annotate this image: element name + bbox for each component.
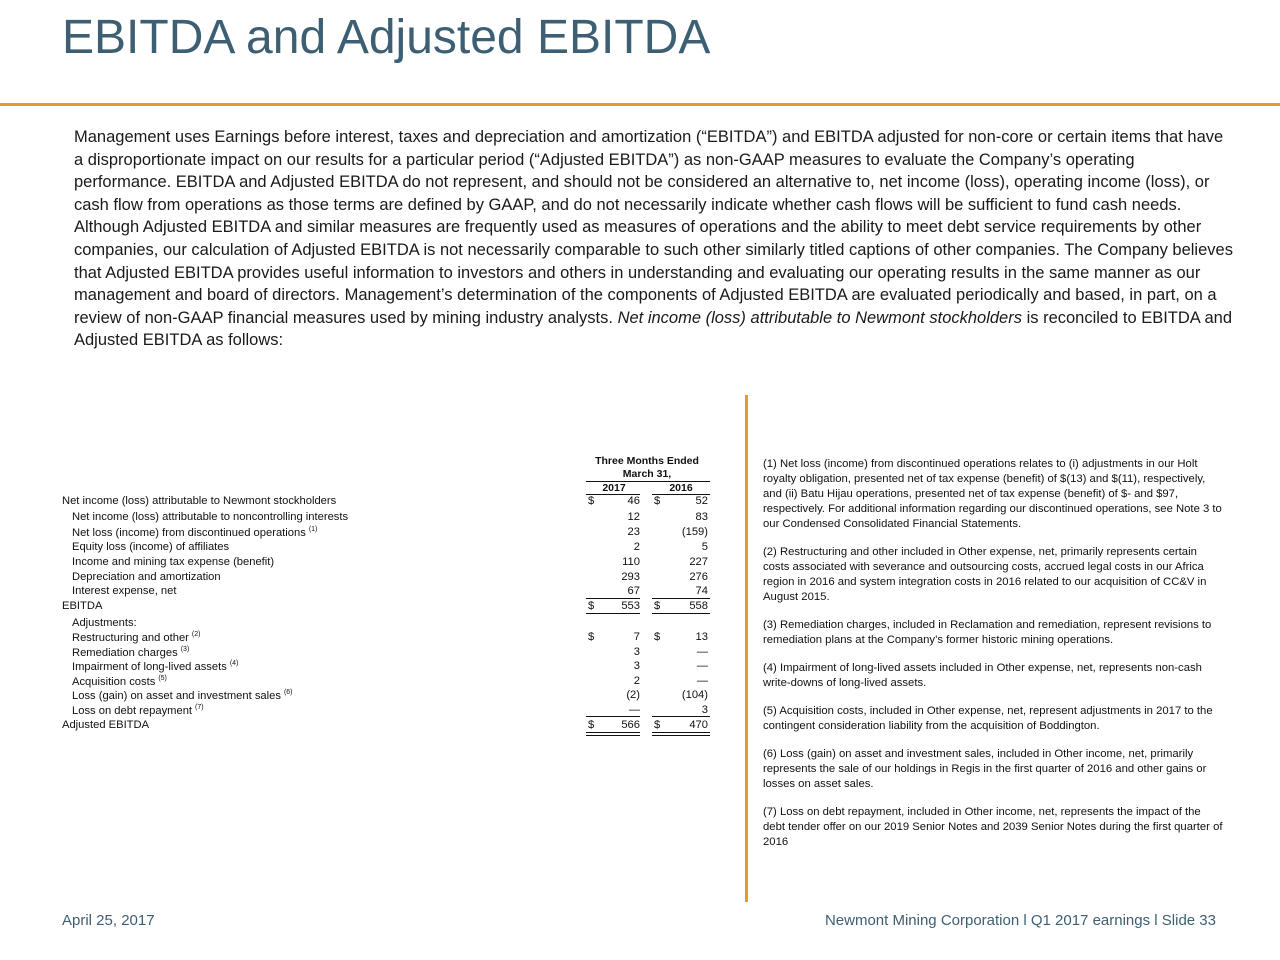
row-label <box>72 556 274 568</box>
value-2017: 12 <box>627 511 640 523</box>
value-2017: 293 <box>621 571 640 583</box>
value-2016: 276 <box>689 571 708 583</box>
value-2017: — <box>628 704 640 716</box>
period-header: Three Months Ended <box>595 455 699 467</box>
value-2017: 2 <box>633 675 640 687</box>
footnote-ref: (2) <box>191 631 201 638</box>
row-label <box>62 719 149 731</box>
value-2017: (2) <box>626 689 640 701</box>
row-label-text: Impairment of long-lived assets <box>72 661 227 673</box>
value-2017: 67 <box>627 585 640 597</box>
column-divider <box>745 395 748 902</box>
row-label <box>72 571 221 583</box>
year-header-2017: 2017 <box>602 482 626 494</box>
value-2017: 46 <box>627 495 640 507</box>
table-row <box>0 511 745 525</box>
rule-2016-total-b <box>652 735 710 736</box>
intro-text: Management uses Earnings before interest, taxes and depreciation and amortization (“EBITDA”) and EBITDA adjusted for non-core or certain items that have a disproportionate impact on our results for a particular period (“Adjusted EBITDA”) as non-GAAP measures to evaluate the Company’s operating performance. EBITDA and Adjusted EBITDA do not represent, and should not be considered an alternative to, net income (loss), operating income (loss), or cash flow from operations as those terms are defined by GAAP, and do not necessarily indicate whether cash flows will be sufficient to fund cash needs. Although Adjusted EBITDA and similar measures are frequently used as measures of operations and the ability to meet debt service requirements by other companies, our calculation of Adjusted EBITDA is not necessarily comparable to such other similarly titled captions of other companies. The Company believes that Adjusted EBITDA provides useful information to investors and others in understanding and evaluating our operating results in the same manner as our management and board of directors. Management’s determination of the components of Adjusted EBITDA are evaluated periodically and based, in part, on a review of non-GAAP financial measures used by mining industry analysts. <box>74 128 1233 327</box>
row-label <box>72 511 348 523</box>
currency-symbol: $ <box>654 719 661 731</box>
row-label-text: Restructuring and other <box>72 632 189 644</box>
value-2017: 566 <box>621 719 640 731</box>
value-2016: 558 <box>689 600 708 612</box>
value-2017: 110 <box>622 556 640 568</box>
table-row <box>0 617 745 631</box>
row-label <box>72 541 229 553</box>
rule-2017-subtotal <box>586 598 640 599</box>
currency-symbol: $ <box>588 495 595 507</box>
footer-source: Newmont Mining Corporation l Q1 2017 earnings l Slide 33 <box>824 912 1216 929</box>
value-2016: 52 <box>695 495 708 507</box>
row-label-text: Interest expense, net <box>72 585 177 597</box>
value-2016: 470 <box>689 719 708 731</box>
row-label-text: Adjusted EBITDA <box>62 719 150 731</box>
rule-2016-total-a <box>652 732 710 733</box>
row-label-text: Net income (loss) attributable to noncontrolling interests <box>72 511 349 523</box>
row-label-text: Loss (gain) on asset and investment sales <box>72 690 281 702</box>
row-label <box>72 617 137 629</box>
table-row <box>0 526 745 540</box>
footnotes <box>763 457 1223 863</box>
footnote-7: (7) Loss on debt repayment, included in Other income, net, represents the impact of the debt tender offer on our 2019 Senior Notes and 2039 Senior Notes during the first quarter of 2016 <box>763 806 1223 848</box>
row-label-text: Income and mining tax expense (benefit) <box>72 556 275 568</box>
currency-symbol: $ <box>588 631 595 643</box>
value-2016: 5 <box>701 541 708 553</box>
value-2016: — <box>696 675 708 687</box>
value-2017: 7 <box>633 631 640 643</box>
rule-2017-total-a <box>586 732 640 733</box>
table-row <box>0 660 745 674</box>
currency-symbol: $ <box>654 600 661 612</box>
value-2016: — <box>696 646 708 658</box>
rule-2016-ebitda <box>652 613 710 614</box>
value-2016: 3 <box>701 704 708 716</box>
currency-symbol: $ <box>588 600 595 612</box>
row-label-text: Acquisition costs <box>72 676 156 688</box>
value-2016: (159) <box>681 526 708 538</box>
footnote-ref: (7) <box>195 704 204 711</box>
currency-symbol: $ <box>588 719 595 731</box>
value-2016: 74 <box>695 585 708 597</box>
table-row <box>0 585 745 599</box>
row-label-text: Net loss (income) from discontinued operations <box>72 527 306 539</box>
rule-2017-total-b <box>586 735 640 736</box>
row-label <box>62 600 102 612</box>
row-label <box>72 585 176 597</box>
value-2017: 3 <box>633 646 640 658</box>
row-label-text: Equity loss (income) of affiliates <box>72 541 230 553</box>
table-row <box>0 719 745 733</box>
footer-date: April 25, 2017 <box>62 912 155 929</box>
rule-2016-subtotal <box>652 598 710 599</box>
value-2016: (104) <box>681 689 708 701</box>
currency-symbol: $ <box>654 495 661 507</box>
footnote-ref: (6) <box>283 689 293 696</box>
rule-2016-adjustments <box>652 716 710 717</box>
row-label-text: Adjustments: <box>72 617 137 629</box>
value-2017: 23 <box>627 526 640 538</box>
footnote-2: (2) Restructuring and other included in Other expense, net, primarily represents certain costs associated with severance and outsourcing costs, accrued legal costs in our Africa region in 2016 and system integration costs in 2016 related to our acquisition of CC&V in August 2015. <box>763 546 1207 603</box>
footnote-6: (6) Loss (gain) on asset and investment sales, included in Other income, net, primarily represents the sale of our holdings in Regis in the first quarter of 2016 and other gains or losses on asset sales. <box>763 748 1207 790</box>
intro-text-end: is reconciled to EBITDA and Adjusted EBITDA as follows: <box>74 308 1233 350</box>
row-label-text: Net income (loss) attributable to Newmont stockholders <box>62 495 337 507</box>
value-2017: 553 <box>621 600 640 612</box>
table-row <box>0 675 745 689</box>
footnote-ref: (3) <box>180 646 190 653</box>
row-label-text: Depreciation and amortization <box>72 571 221 583</box>
value-2016: 227 <box>689 556 708 568</box>
footnote-ref: (5) <box>158 675 167 682</box>
row-label <box>72 631 200 644</box>
value-2017: 2 <box>633 541 640 553</box>
currency-symbol: $ <box>654 631 661 643</box>
footnote-1: (1) Net loss (income) from discontinued operations relates to (i) adjustments in our Holt royalty obligation, presented net of tax expense (benefit) of $(13) and $(11), respectively, and (ii) Batu Hijau operations, presented net of tax expense (benefit) of $- and $97, respectively. For additional information regarding our discontinued operations, see Note 3 to our Condensed Consolidated Financial Statements. <box>763 458 1222 530</box>
value-2016: — <box>696 660 708 672</box>
footnote-ref: (4) <box>229 660 239 667</box>
table-row <box>0 689 745 703</box>
row-label-text: Loss on debt repayment <box>72 705 193 717</box>
table-row <box>0 600 745 614</box>
table-row <box>0 571 745 585</box>
footnote-4: (4) Impairment of long-lived assets included in Other expense, net, represents non-cash write-downs of long-lived assets. <box>763 662 1202 689</box>
row-label <box>62 495 336 507</box>
table-row <box>0 556 745 570</box>
rule-2017-adjustments <box>586 716 640 717</box>
table-row <box>0 631 745 645</box>
table-row <box>0 495 745 509</box>
rule-2017-ebitda <box>586 613 640 614</box>
period-header-date: March 31, <box>622 468 672 480</box>
value-2016: 13 <box>695 631 708 643</box>
footnote-ref: (1) <box>308 526 318 533</box>
row-label-text: Remediation charges <box>72 647 178 659</box>
intro-italic-text: Net income (loss) attributable to Newmont stockholders <box>617 308 1022 327</box>
footnote-3: (3) Remediation charges, included in Reclamation and remediation, represent revisions to remediation plans at the Company’s former historic mining operations. <box>763 619 1212 646</box>
row-label <box>72 689 293 702</box>
value-2017: 3 <box>633 660 640 672</box>
row-label <box>72 675 167 688</box>
row-label <box>72 526 317 539</box>
slide-title: EBITDA and Adjusted EBITDA <box>62 11 711 64</box>
row-label-text: EBITDA <box>62 600 103 612</box>
table-row <box>0 646 745 660</box>
footnote-5: (5) Acquisition costs, included in Other expense, net, represent adjustments in 2017 to the contingent consideration liability from the acquisition of Boddington. <box>763 705 1213 732</box>
table-row <box>0 541 745 555</box>
value-2016: 83 <box>695 511 708 523</box>
row-label <box>72 660 238 673</box>
row-label <box>72 704 204 717</box>
year-header-2016: 2016 <box>669 482 693 494</box>
row-label <box>72 646 189 659</box>
